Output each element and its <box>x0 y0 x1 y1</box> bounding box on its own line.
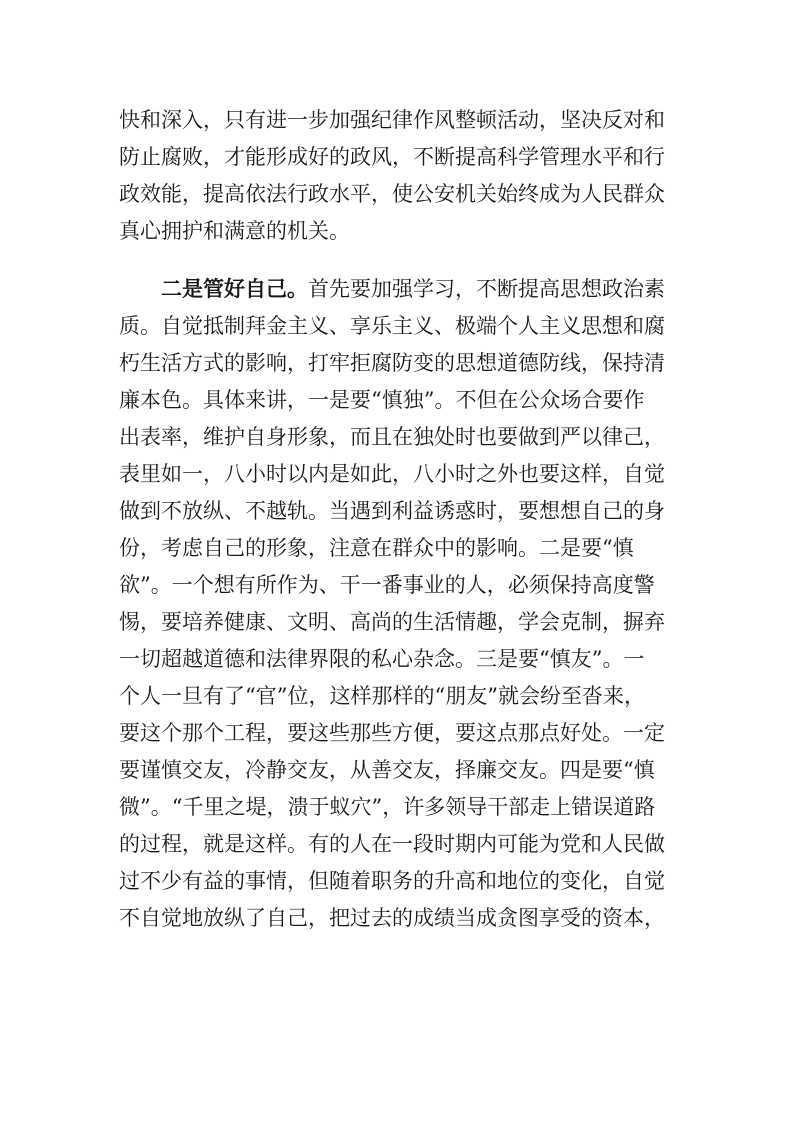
paragraph-1-line: 快和深入，只有进一步加强纪律作风整顿活动，坚决反对和 <box>119 108 665 132</box>
paragraph-1-line: 政效能，提高依法行政水平，使公安机关始终成为人民群众 <box>119 182 665 206</box>
paragraph-2-line: 做到不放纵、不越轨。当遇到利益诱惑时，要想想自己的身 <box>119 499 665 523</box>
paragraph-2-line: 质。自觉抵制拜金主义、享乐主义、极端个人主义思想和腐 <box>119 314 665 338</box>
paragraph-2-line: 惕，要培养健康、文明、高尚的生活情趣，学会克制，摒弃 <box>119 610 665 634</box>
paragraph-2-line: 要这个那个工程，要这些那些方便，要这点那点好处。一定 <box>119 721 665 745</box>
paragraph-2-line: 出表率，维护自身形象，而且在独处时也要做到严以律己， <box>119 425 665 449</box>
paragraph-2-line: 欲”。一个想有所作为、干一番事业的人，必须保持高度警 <box>119 573 655 597</box>
paragraph-2-line: 微”。“千里之堤，溃于蚁穴”，许多领导干部走上错误道路 <box>119 795 656 819</box>
paragraph-2-first-line <box>161 277 665 301</box>
paragraph-2-line: 要谨慎交友，冷静交友，从善交友，择廉交友。四是要“慎 <box>119 758 655 782</box>
paragraph-2-line: 个人一旦有了“官”位，这样那样的“朋友”就会纷至沓来， <box>119 684 645 708</box>
paragraph-2-line: 份，考虑自己的形象，注意在群众中的影响。二是要“慎 <box>119 536 634 560</box>
paragraph-2-line: 不自觉地放纵了自己，把过去的成绩当成贪图享受的资本， <box>119 906 665 930</box>
paragraph-heading: 二是管好自己。 <box>161 277 308 301</box>
paragraph-2-line: 一切超越道德和法律界限的私心杂念。三是要“慎友”。一 <box>119 647 645 671</box>
paragraph-2-line: 过不少有益的事情，但随着职务的升高和地位的变化，自觉 <box>119 869 665 893</box>
paragraph-2-line: 的过程，就是这样。有的人在一段时期内可能为党和人民做 <box>119 832 665 856</box>
paragraph-1-line: 防止腐败，才能形成好的政风，不断提高科学管理水平和行 <box>119 145 665 169</box>
paragraph-1-line: 真心拥护和满意的机关。 <box>119 219 350 243</box>
paragraph-2-line: 朽生活方式的影响，打牢拒腐防变的思想道德防线，保持清 <box>119 351 665 375</box>
paragraph-2-line: 表里如一，八小时以内是如此，八小时之外也要这样，自觉 <box>119 462 665 486</box>
paragraph-2-first-line-text: 首先要加强学习，不断提高思想政治素 <box>308 277 665 301</box>
paragraph-2-line: 廉本色。具体来讲，一是要“慎独”。不但在公众场合要作 <box>119 388 645 412</box>
